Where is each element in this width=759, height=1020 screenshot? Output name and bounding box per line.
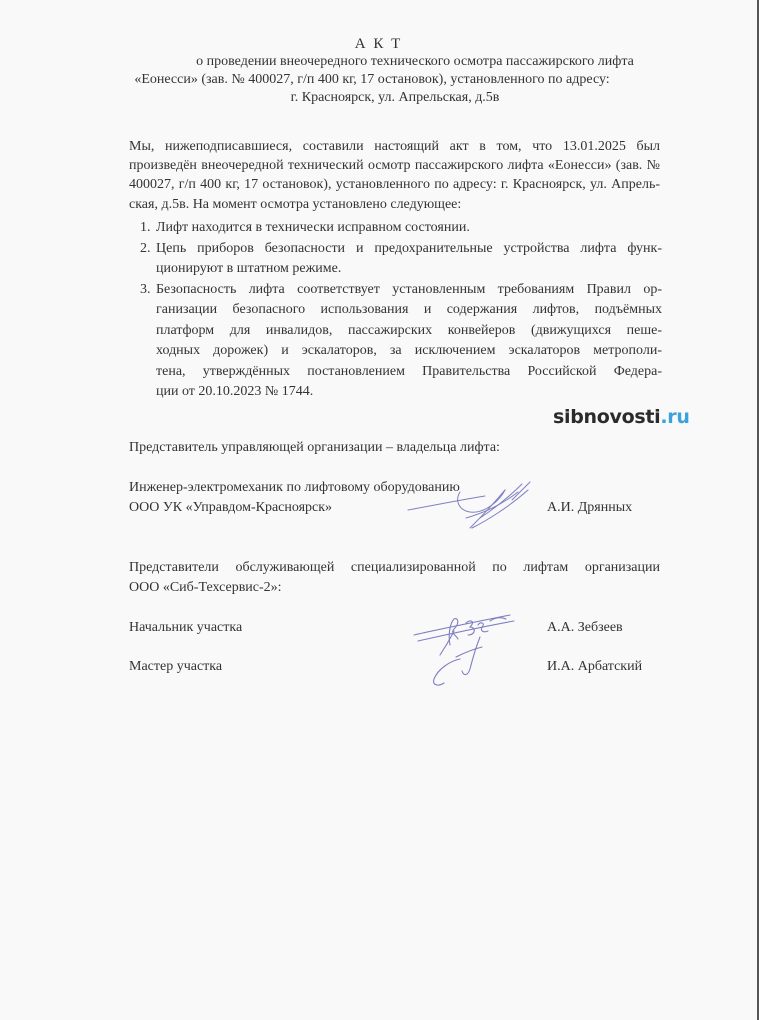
signer-name-2: И.А. Арбатский (547, 659, 643, 674)
finding-line: тена, утверждённых постановлением Правительства Российской Федера- (156, 363, 662, 379)
finding-number: 1. (140, 220, 151, 235)
document-title: А К Т (354, 36, 403, 52)
finding-line: ходных дорожек) и эскалаторов, за исключением эскалаторов метрополи- (156, 343, 662, 358)
finding-line: Цепь приборов безопасности и предохранительные устройства лифта функ- (156, 240, 662, 256)
document-subtitle (0, 53, 759, 107)
intro-paragraph (129, 137, 660, 214)
subtitle-line-2: «Еонесси» (зав. № 400027, г/п 400 кг, 17 остановок), установленного по адресу: (134, 72, 610, 87)
service-section-heading-2: ООО «Сиб-Техсервис-2»: (129, 580, 282, 595)
findings-list (140, 218, 662, 403)
intro-line-3: 400027, г/п 400 кг, 17 остановок), установленного по адресу: г. Красноярск, ул. Апрель- (129, 177, 660, 193)
finding-item-2 (140, 239, 662, 280)
finding-line: ции от 20.10.2023 № 1744. (156, 384, 314, 399)
intro-line-4: ская, д.5в. На момент осмотра установлено следующее: (129, 196, 462, 212)
service-signatures (410, 605, 530, 690)
owner-section-heading: Представитель управляющей организации – владельца лифта: (129, 440, 500, 455)
signer-name-1: А.А. Зебзеев (547, 620, 623, 635)
owner-signature (400, 470, 540, 540)
owner-organization: ООО УК «Управдом-Красноярск» (129, 500, 333, 515)
intro-line-1: Мы, нижеподписавшиеся, составили настоящий акт в том, что 13.01.2025 был (129, 139, 660, 154)
finding-number: 3. (140, 281, 151, 297)
signer-position-2: Мастер участка (129, 659, 223, 674)
owner-position: Инженер-электромеханик по лифтовому оборудованию (129, 480, 460, 495)
finding-line: ганизации безопасного использования и содержания лифтов, подъёмных (156, 302, 662, 317)
finding-number: 2. (140, 240, 151, 256)
finding-line: Лифт находится в технически исправном состоянии. (156, 220, 470, 235)
finding-item-3 (140, 280, 662, 403)
finding-line: ционируют в штатном режиме. (156, 261, 342, 276)
watermark-name: sibnovosti (553, 406, 661, 428)
service-section-heading-1: Представители обслуживающей специализированной по лифтам организации (129, 560, 660, 575)
finding-line: Безопасность лифта соответствует установленным требованиям Правил ор- (156, 281, 662, 297)
signer-position-1: Начальник участка (129, 620, 243, 635)
intro-line-2: произведён внеочередной технический осмотр пассажирского лифта «Еонесси» (зав. № (129, 158, 660, 174)
subtitle-line-3: г. Красноярск, ул. Апрельская, д.5в (290, 90, 500, 105)
owner-signer-name: А.И. Дрянных (547, 500, 633, 515)
sibnovosti-watermark (553, 406, 690, 428)
finding-line: платформ для инвалидов, пассажирских конвейеров (движущихся пеше- (156, 322, 662, 338)
watermark-tld: .ru (660, 406, 690, 428)
subtitle-line-1: о проведении внеочередного технического осмотра пассажирского лифта (196, 54, 634, 69)
finding-item-1 (140, 218, 662, 239)
